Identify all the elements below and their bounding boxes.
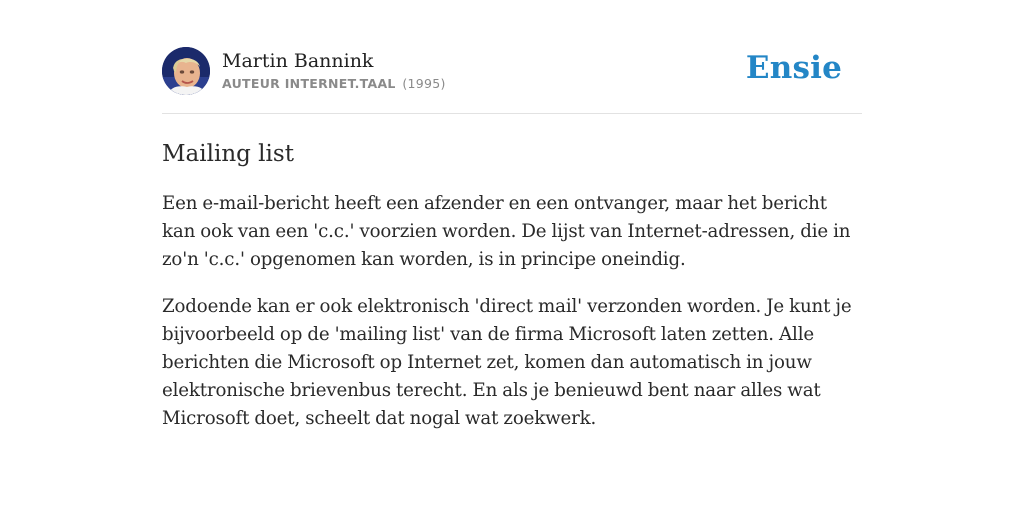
article-paragraph-2: Zodoende kan er ook elektronisch 'direct mail' verzonden worden. Je kunt je bijvoorbeeld op de 'mailing list' van de firma Microsoft laten zetten. Alle berichten die Microsoft op Internet zet, komen dan automatisch in jouw elektronische brievenbus terecht. En als je benieuwd bent naar alles wat Microsoft doet, scheelt dat nogal wat zoekwerk. — [162, 296, 852, 429]
author-year: (1995) — [402, 76, 446, 91]
brand-logo[interactable]: Ensie — [745, 50, 842, 86]
author-role: AUTEUR INTERNET.TAAL — [222, 76, 396, 91]
header-divider — [162, 113, 862, 114]
article-title: Mailing list — [162, 141, 294, 167]
author-subtitle — [222, 75, 446, 93]
avatar-portrait-icon — [162, 47, 210, 95]
author-name[interactable]: Martin Bannink — [222, 50, 374, 72]
author-header — [162, 46, 862, 96]
author-info — [222, 49, 446, 93]
avatar[interactable] — [162, 47, 210, 95]
article-paragraph-1: Een e-mail-bericht heeft een afzender en een ontvanger, maar het bericht kan ook van een 'c.c.' voorzien worden. De lijst van Internet-adressen, die in zo'n 'c.c.' opgenomen kan worden, is in principe oneindig. — [162, 193, 851, 270]
content — [162, 46, 862, 433]
